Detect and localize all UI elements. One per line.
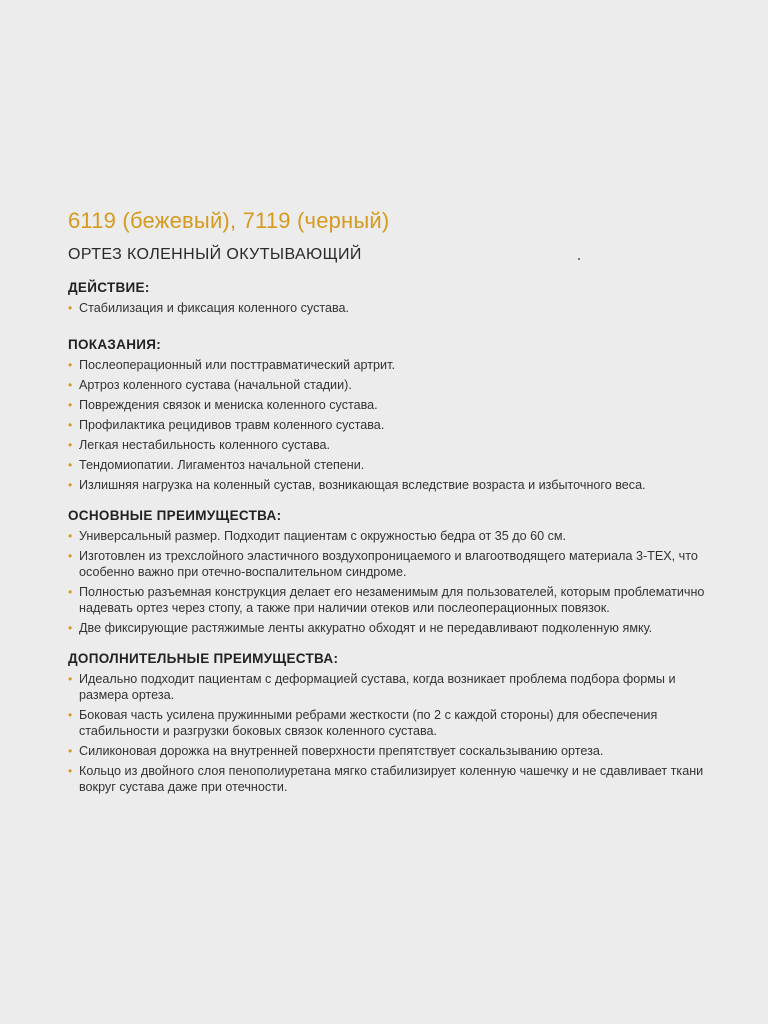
list-item-text: Боковая часть усилена пружинными ребрами жесткости (по 2 с каждой стороны) для обеспечения стабильности и разгрузки боковых связок коленного сустава. [79,708,658,738]
bullet-icon: • [68,398,73,412]
bullet-list [68,671,708,795]
bullet-icon: • [68,744,73,758]
bullet-icon: • [68,458,73,472]
bullet-icon: • [68,621,73,635]
list-item-text: Профилактика рецидивов травм коленного сустава. [79,418,385,432]
list-item [68,300,708,316]
section-action [68,279,708,316]
bullet-icon: • [68,438,73,452]
list-item-text: Изготовлен из трехслойного эластичного воздухопроницаемого и влагоотводящего материала 3-TEX, что особенно важно при отечно-воспалительном синдроме. [79,549,698,579]
list-item [68,548,708,580]
bullet-list [68,300,708,316]
list-item [68,457,708,473]
list-item-text: Силиконовая дорожка на внутренней поверхности препятствует соскальзыванию ортеза. [79,744,604,758]
section-heading: ДЕЙСТВИЕ: [68,280,150,295]
list-item [68,377,708,393]
list-item [68,743,708,759]
product-subtitle: ОРТЕЗ КОЛЕННЫЙ ОКУТЫВАЮЩИЙ [68,246,362,263]
bullet-icon: • [68,585,73,599]
list-item-text: Две фиксирующие растяжимые ленты аккуратно обходят и не передавливают подколенную ямку. [79,621,653,635]
list-item-text: Тендомиопатии. Лигаментоз начальной степени. [79,458,365,472]
list-item-text: Легкая нестабильность коленного сустава. [79,438,330,452]
bullet-list [68,528,708,636]
list-item-text: Кольцо из двойного слоя пенополиуретана мягко стабилизирует коленную чашечку и не сдавливает ткани вокруг сустава даже при отечности. [79,764,704,794]
list-item [68,528,708,544]
section-heading: ДОПОЛНИТЕЛЬНЫЕ ПРЕИМУЩЕСТВА: [68,651,339,666]
bullet-icon: • [68,764,73,778]
list-item-text: Универсальный размер. Подходит пациентам с окружностью бедра от 35 до 60 см. [79,529,567,543]
list-item [68,397,708,413]
bullet-icon: • [68,672,73,686]
list-item-text: Послеоперационный или посттравматический артрит. [79,358,395,372]
list-item [68,437,708,453]
product-title: 6119 (бежевый), 7119 (черный) [68,208,390,233]
section-heading: ОСНОВНЫЕ ПРЕИМУЩЕСТВА: [68,508,282,523]
list-item [68,671,708,703]
bullet-icon: • [68,358,73,372]
list-item [68,357,708,373]
list-item [68,477,708,493]
section-heading: ПОКАЗАНИЯ: [68,337,162,352]
bullet-icon: • [68,708,73,722]
bullet-icon: • [68,478,73,492]
bullet-icon: • [68,418,73,432]
list-item-text: Излишняя нагрузка на коленный сустав, возникающая вследствие возраста и избыточного веса. [79,478,646,492]
list-item-text: Полностью разъемная конструкция делает его незаменимым для пользователей, которым проблематично надевать ортез через стопу, а также при наличии отеков или послеоперационных повязок. [79,585,705,615]
section-main-advantages [68,507,708,636]
list-item-text: Артроз коленного сустава (начальной стадии). [79,378,352,392]
list-item-text: Стабилизация и фиксация коленного сустава. [79,301,350,315]
bullet-icon: • [68,378,73,392]
bullet-icon: • [68,301,73,315]
section-additional-advantages [68,650,708,795]
bullet-icon: • [68,549,73,563]
bullet-icon: • [68,529,73,543]
list-item [68,620,708,636]
product-document [68,207,708,799]
list-item [68,584,708,616]
list-item-text: Повреждения связок и мениска коленного сустава. [79,398,378,412]
list-item [68,763,708,795]
list-item [68,707,708,739]
bullet-list [68,357,708,493]
stray-dot [578,258,580,260]
list-item [68,417,708,433]
list-item-text: Идеально подходит пациентам с деформацией сустава, когда возникает проблема подбора формы и размера ортеза. [79,672,676,702]
section-indications [68,336,708,493]
